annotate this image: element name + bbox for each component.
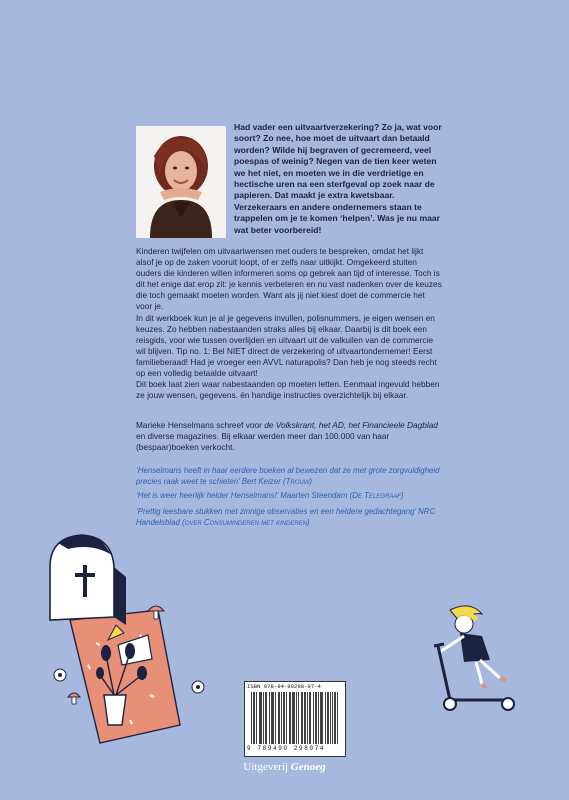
barcode-bar (251, 692, 252, 744)
barcode-bar (310, 692, 311, 744)
barcode-bar (284, 692, 285, 744)
barcode-bar (318, 692, 319, 744)
barcode-bar (278, 692, 279, 744)
barcode-bar (327, 692, 328, 744)
review-quote-3-end: ) (307, 517, 310, 527)
barcode-bar (301, 692, 302, 744)
barcode-bar (273, 692, 274, 744)
barcode-bar (337, 692, 338, 744)
barcode-bar (254, 692, 255, 744)
barcode-bar (283, 692, 284, 744)
barcode-bar (265, 692, 266, 744)
barcode-bar (256, 692, 257, 744)
barcode-bar (334, 692, 335, 744)
barcode-bar (320, 692, 321, 744)
barcode-bar (321, 692, 322, 744)
barcode-bar (332, 692, 333, 744)
isbn: ISBN 978-94-90298-07-4 (247, 683, 321, 690)
barcode-bar (302, 692, 303, 744)
barcode-bar (271, 692, 272, 744)
grave-illustration (30, 525, 230, 750)
barcode-bar (253, 692, 254, 744)
barcode-bar (315, 692, 316, 744)
review-quote-2-end: ) (400, 491, 404, 500)
paragraph-2: In dit werkboek kun je al je gegevens invullen, polisnummers, je eigen wensen en keuzes. Zo hebben nabestaanden straks alles bij elkaar. Daarbij is dit boek een reisgids, voor wie tussen overlijden en uitvaart uit de valkuilen van de commercie wil blijven. Tip no. 1: Bel NIET direct de verzekering of uitvaartondernemer! Eerst familieberaad! Had je vroeger een AVVL naturapolis? Dan heb je nog steeds recht op een volledig betaalde uitvaart! (136, 312, 437, 379)
review-quote-3-text: ‘Prettig leesbare stukken met zinnige observaties en een heldere gedachtegang’ NRC Handelsblad ( (136, 507, 436, 527)
barcode-digits: 9 789490 298074 (247, 745, 326, 752)
barcode (244, 681, 346, 757)
author-bio-part1: Marieke Henselmans schreef voor (136, 420, 265, 430)
barcode-bar (316, 692, 317, 744)
barcode-bar (328, 692, 329, 744)
author-bio (136, 420, 442, 453)
barcode-bar (292, 692, 293, 744)
review-quote-1-text: ‘Henselmans heeft in haar eerdere boeken al bewezen dat ze met grote zorgvuldigheid precies raak weet te schieten’ Bert Keizer ( (136, 466, 440, 486)
mushroom-icon (148, 606, 164, 611)
review-quote-2 (136, 491, 442, 502)
barcode-bar (272, 692, 273, 744)
barcode-bar (266, 692, 267, 744)
barcode-bar (279, 692, 280, 744)
author-bio-part2: en diverse magazines. Bij elkaar werden meer dan 100.000 van haar (bespaar)boeken verkocht. (136, 431, 390, 453)
author-bio-outlets: de Volkskrant, het AD, het Financieele Dagblad (264, 420, 438, 430)
barcode-bar (259, 692, 260, 744)
barcode-bar (286, 692, 287, 744)
barcode-bar (293, 692, 294, 744)
barcode-bar (275, 692, 276, 744)
description (136, 246, 442, 401)
barcode-bar (294, 692, 295, 744)
review-quote-1 (136, 466, 442, 487)
barcode-bar (335, 692, 336, 744)
barcode-bars (251, 692, 339, 744)
scooter-girl-illustration (420, 600, 530, 720)
review-quote-2-text: ‘Het is weer heerlijk helder Henselmans!’ Maarten Steendam ( (136, 491, 353, 500)
review-quote-1-source: Trouw (285, 476, 310, 486)
paragraph-3: Dit boek laat zien waar nabestaanden op moeten letten. Eenmaal ingevuld hebben ze jouw wensen, gegevens. én handige instructies overzichtelijk bij elkaar. (136, 379, 440, 401)
intro-text: Had vader een uitvaartverzekering? Zo ja, wat voor soort? Zo nee, hoe moet de uitvaart dan betaald worden? Wilde hij begraven of gecremeerd, veel poespas of weinig? Negen van de tien keer weten we het niet, en moeten we in die verdrietige en hectische uren na een sterfgeval op zoek naar de papieren. Dat maakt je extra kwetsbaar. Verzekeraars en andere ondernemers staan te trappelen om je te komen ‘helpen’. Was je nu maar wat beter voorbereid! (234, 122, 442, 235)
grave-plot (70, 610, 180, 743)
barcode-bar (325, 692, 326, 744)
barcode-bar (290, 692, 291, 744)
review-quote-1-end: ) (309, 476, 313, 486)
barcode-bar (269, 692, 270, 744)
vase-icon (104, 695, 126, 725)
paragraph-1: Kinderen twijfelen om uitvaartwensen met ouders te bespreken, omdat het lijkt alsof je op de zaken vooruit loopt, of er zelfs naar uitkijkt. Omgekeerd stuiten ouders die kinderen willen informeren soms op gebrek aan tijd of interesse. Toch is dit het enige dat erop zit: je kennis verbeteren en nu vast nadenken over de keuzes die toch gemaakt moeten worden. Want als jij niet kiest doet de commercie het voor je. (136, 246, 442, 312)
barcode-bar (313, 692, 314, 744)
barcode-bar (289, 692, 290, 744)
mushroom-icon (68, 693, 80, 697)
author-photo (136, 126, 226, 238)
review-quote-3-source: over Consuminderen met kinderen (184, 517, 307, 527)
barcode-bar (261, 692, 262, 744)
publisher (0, 761, 569, 773)
publisher-name: Genoeg (290, 761, 326, 773)
barcode-bar (322, 692, 323, 744)
barcode-bar (281, 692, 282, 744)
barcode-bar (263, 692, 264, 744)
barcode-bar (309, 692, 310, 744)
barcode-bar (296, 692, 297, 744)
barcode-bar (298, 692, 299, 744)
barcode-bar (304, 692, 305, 744)
barcode-bar (305, 692, 306, 744)
review-quote-2-source: De Telegraaf (352, 491, 401, 500)
publisher-prefix: Uitgeverij (243, 761, 291, 773)
barcode-bar (330, 692, 331, 744)
barcode-bar (307, 692, 308, 744)
barcode-bar (260, 692, 261, 744)
